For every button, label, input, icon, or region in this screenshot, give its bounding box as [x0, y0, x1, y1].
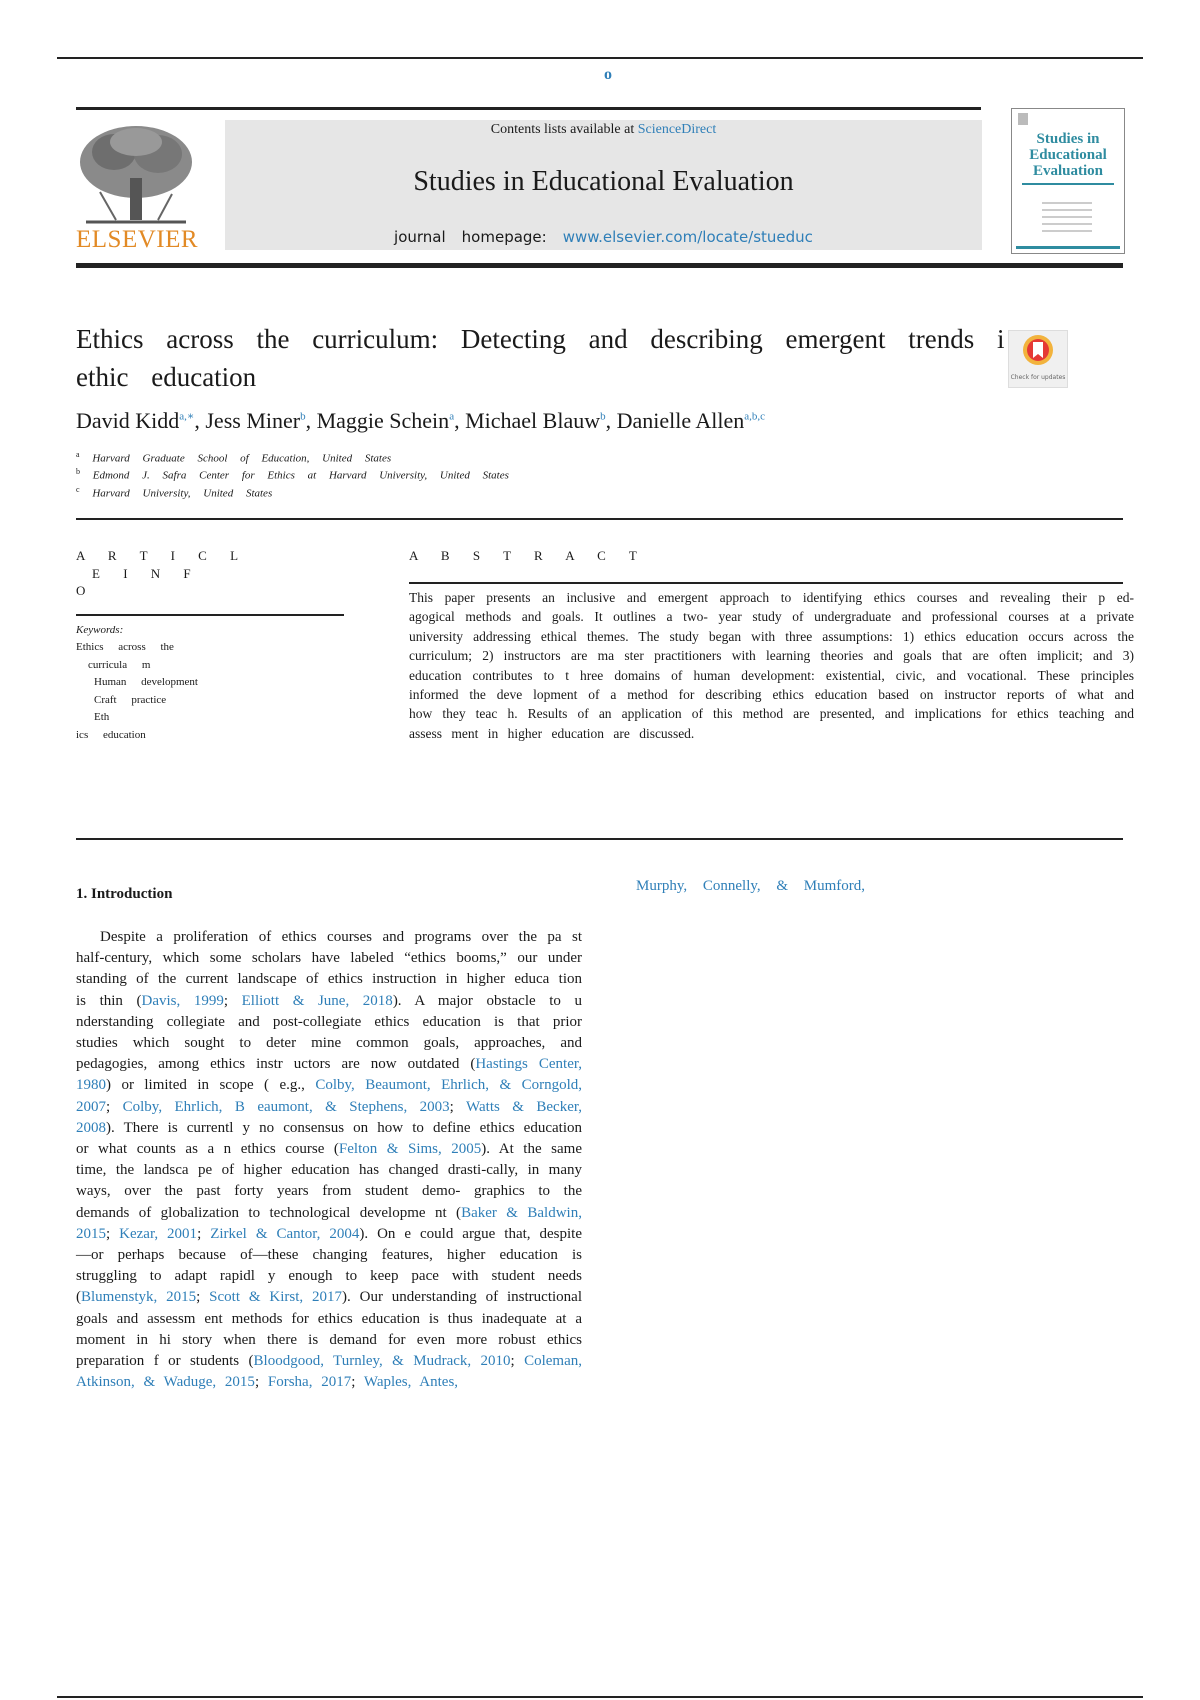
- cover-text-lines: [1042, 197, 1092, 237]
- affiliation-text: Harvard University, United States: [92, 487, 273, 500]
- citation-link[interactable]: Coleman, Atkinson, & Waduge, 2015: [76, 1353, 582, 1391]
- citation-link[interactable]: Kezar, 2001: [119, 1225, 198, 1242]
- citation-link[interactable]: Elliott & June, 2018: [241, 992, 393, 1009]
- paragraph-text: ). At the same time, the landsca pe of higher education has changed drasti-cally, in many ways, over the past forty years from student demo- graphics to the demands of globalization to technological developme nt (: [76, 1141, 582, 1221]
- paragraph-text: ) or limited in scope ( e.g.,: [106, 1077, 316, 1094]
- author-name[interactable]: Danielle Allen: [616, 408, 745, 433]
- top-rule: [57, 57, 1143, 59]
- citation-link[interactable]: Felton & Sims, 2005: [338, 1141, 482, 1158]
- author-name[interactable]: David Kidd: [76, 408, 180, 433]
- keyword-line: Ethics across the: [76, 641, 174, 653]
- keyword-line: Human development: [94, 676, 198, 688]
- citation-link[interactable]: Scott & Kirst, 2017: [209, 1289, 342, 1306]
- abstract-heading: A B S T R A C T: [409, 548, 647, 563]
- bookmark-icon: [1009, 331, 1067, 369]
- homepage-label: homepage:: [461, 228, 547, 246]
- affiliation-a: [76, 450, 391, 465]
- cover-title: Studies in Educational Evaluation: [1029, 131, 1107, 179]
- paragraph-text: ). On e could argue that, despite—or perhaps because of—these changing features, higher education is struggling to adapt rapidl y enough to keep pace with student needs (: [76, 1225, 583, 1306]
- author-name[interactable]: Maggie Schein: [316, 408, 450, 433]
- paragraph-text: ;: [351, 1374, 364, 1391]
- article-info-heading-1: A R T I C L: [76, 548, 249, 563]
- introduction-paragraph: [76, 927, 582, 1393]
- author-affiliation-mark: a,b,c: [744, 410, 766, 423]
- footer-rule: [57, 1696, 1143, 1698]
- affiliation-mark: b: [76, 467, 80, 476]
- paragraph-text: ;: [106, 1225, 120, 1242]
- paragraph-text: ). A major obstacle to u nderstanding collegiate and post-collegiate ethics education is that prior studies which sought to deter mine common goals, approaches, and pedagogies, among ethics instr uctors are now outdated (: [76, 992, 582, 1073]
- publisher-wordmark: ELSEVIER: [76, 226, 199, 253]
- keyword-line: Eth: [94, 711, 110, 723]
- paragraph-text: ). There is currentl y no consensus on how to define ethics education or what counts as a n ethics course (: [76, 1119, 582, 1158]
- citation-link[interactable]: Hastings Center, 1980: [76, 1056, 582, 1094]
- citation-link[interactable]: Blumenstyk, 2015: [81, 1289, 197, 1306]
- affiliation-text: Edmond J. Safra Center for Ethics at Harvard University, United States: [92, 469, 509, 482]
- affiliations-bottom-rule: [76, 518, 1123, 520]
- journal-cover-thumbnail: [1011, 108, 1125, 254]
- header-top-rule: [76, 107, 981, 110]
- article-title: Ethics across the curriculum: Detecting and describing emergent trends i ethic education: [76, 324, 1005, 392]
- check-for-updates-label: Check for updates: [1010, 374, 1066, 381]
- keyword-line: curricula m: [88, 659, 151, 671]
- paragraph-text: ;: [510, 1353, 525, 1370]
- citation-link[interactable]: Zirkel & Cantor, 2004: [210, 1225, 360, 1242]
- cover-logo-icon: [1018, 113, 1028, 125]
- affiliation-c: [76, 485, 272, 500]
- cover-divider: [1022, 183, 1114, 185]
- sciencedirect-link[interactable]: ScienceDirect: [637, 122, 717, 137]
- paragraph-text: ;: [449, 1098, 467, 1115]
- top-mark: o: [604, 66, 612, 83]
- contents-prefix: Contents lists available at: [490, 122, 638, 137]
- citation-link[interactable]: Waples, Antes,: [363, 1374, 459, 1391]
- article-info-heading-2: E I N F: [92, 566, 201, 581]
- citation-link[interactable]: Colby, Beaumont, Ehrlich, & Corngold, 2007: [76, 1077, 582, 1115]
- author-affiliation-mark: a,∗: [179, 410, 195, 423]
- paragraph-text: ). Our understanding of instructional goals and assessm ent methods for ethics education is thus inadequate at a moment in hi story when there is demand for even more robust ethics preparation f or students (: [76, 1289, 582, 1370]
- article-info-rule: [76, 614, 344, 616]
- author-affiliation-mark: b: [300, 410, 306, 423]
- abstract-text: This paper presents an inclusive and emergent approach to identifying ethics courses and revealing their p ed- agogical methods and goals. It outlines a two- year study of undergraduate and professional courses at a private university addressing ethical themes. The study began with three assumptions: 1) ethics education occurs across the curriculum; 2) instructors are ma ster practitioners with learning theories and goals that are often implicit; and 3) education contributes to t hree domains of human development: existential, civic, and vocational. These principles informed the deve lopment of a method for describing ethics education based on instructor reports of what and how they teac h. Results of an application of this method are presented, and implications for ethics teaching and assess ment in higher education are discussed.: [409, 590, 1134, 741]
- author-name[interactable]: Michael Blauw: [465, 408, 601, 433]
- citation-link[interactable]: Forsha, 2017: [267, 1374, 352, 1391]
- citation-link[interactable]: Colby, Ehrlich, B eaumont, & Stephens, 2003: [122, 1098, 450, 1115]
- right-column-citation[interactable]: Murphy, Connelly, & Mumford,: [636, 878, 866, 894]
- author-affiliation-mark: b: [600, 410, 606, 423]
- paragraph-text: ;: [197, 1225, 211, 1242]
- cover-bottom-bar: [1016, 246, 1120, 249]
- paragraph-text: Despite a proliferation of ethics courses and programs over the pa st half-century, which some scholars have labeled “ethics booms,” our under standing of the current landscape of ethics instruction in higher educa tion is thin (: [76, 929, 582, 1009]
- citation-link[interactable]: Davis, 1999: [141, 992, 224, 1009]
- affiliation-text: Harvard Graduate School of Education, United States: [92, 452, 392, 465]
- contents-line: [225, 122, 982, 138]
- check-for-updates-badge[interactable]: [1008, 330, 1068, 388]
- homepage-label-journal: journal: [394, 228, 446, 246]
- journal-title: Studies in Educational Evaluation: [413, 166, 794, 197]
- paragraph-text: ;: [223, 992, 242, 1009]
- article-info-heading-3: O: [76, 583, 96, 598]
- keyword-line: ics education: [76, 729, 146, 741]
- section-heading-introduction: 1. Introduction: [76, 886, 173, 902]
- homepage-url-link[interactable]: www.elsevier.com/locate/stueduc: [562, 228, 813, 246]
- abstract-bottom-rule: [76, 838, 1123, 840]
- paragraph-text: ;: [254, 1374, 268, 1391]
- citation-link[interactable]: Baker & Baldwin, 2015: [76, 1204, 582, 1242]
- header-bottom-rule: [76, 263, 1123, 268]
- journal-homepage: [225, 228, 982, 246]
- abstract-rule: [409, 582, 1123, 584]
- journal-header-band: [225, 120, 982, 250]
- citation-link[interactable]: Bloodgood, Turnley, & Mudrack, 2010: [253, 1353, 511, 1370]
- affiliation-mark: c: [76, 485, 80, 494]
- affiliation-b: [76, 467, 509, 482]
- paragraph-text: ;: [106, 1098, 123, 1115]
- keywords-label: Keywords:: [76, 624, 124, 636]
- author-affiliation-mark: a: [449, 410, 455, 423]
- citation-link[interactable]: Watts & Becker, 2008: [76, 1098, 583, 1136]
- author-name[interactable]: Jess Miner: [205, 408, 301, 433]
- author-list: David Kidd$^{a,∗}$, Jess Miner$^b$, Maggie Schein$^a$, Michael Blauw$^b$, Danielle Allen$^{a,b,c}$: [76, 408, 766, 433]
- keyword-line: Craft practice: [94, 694, 167, 706]
- affiliation-mark: a: [76, 450, 80, 459]
- paragraph-text: ;: [196, 1289, 210, 1306]
